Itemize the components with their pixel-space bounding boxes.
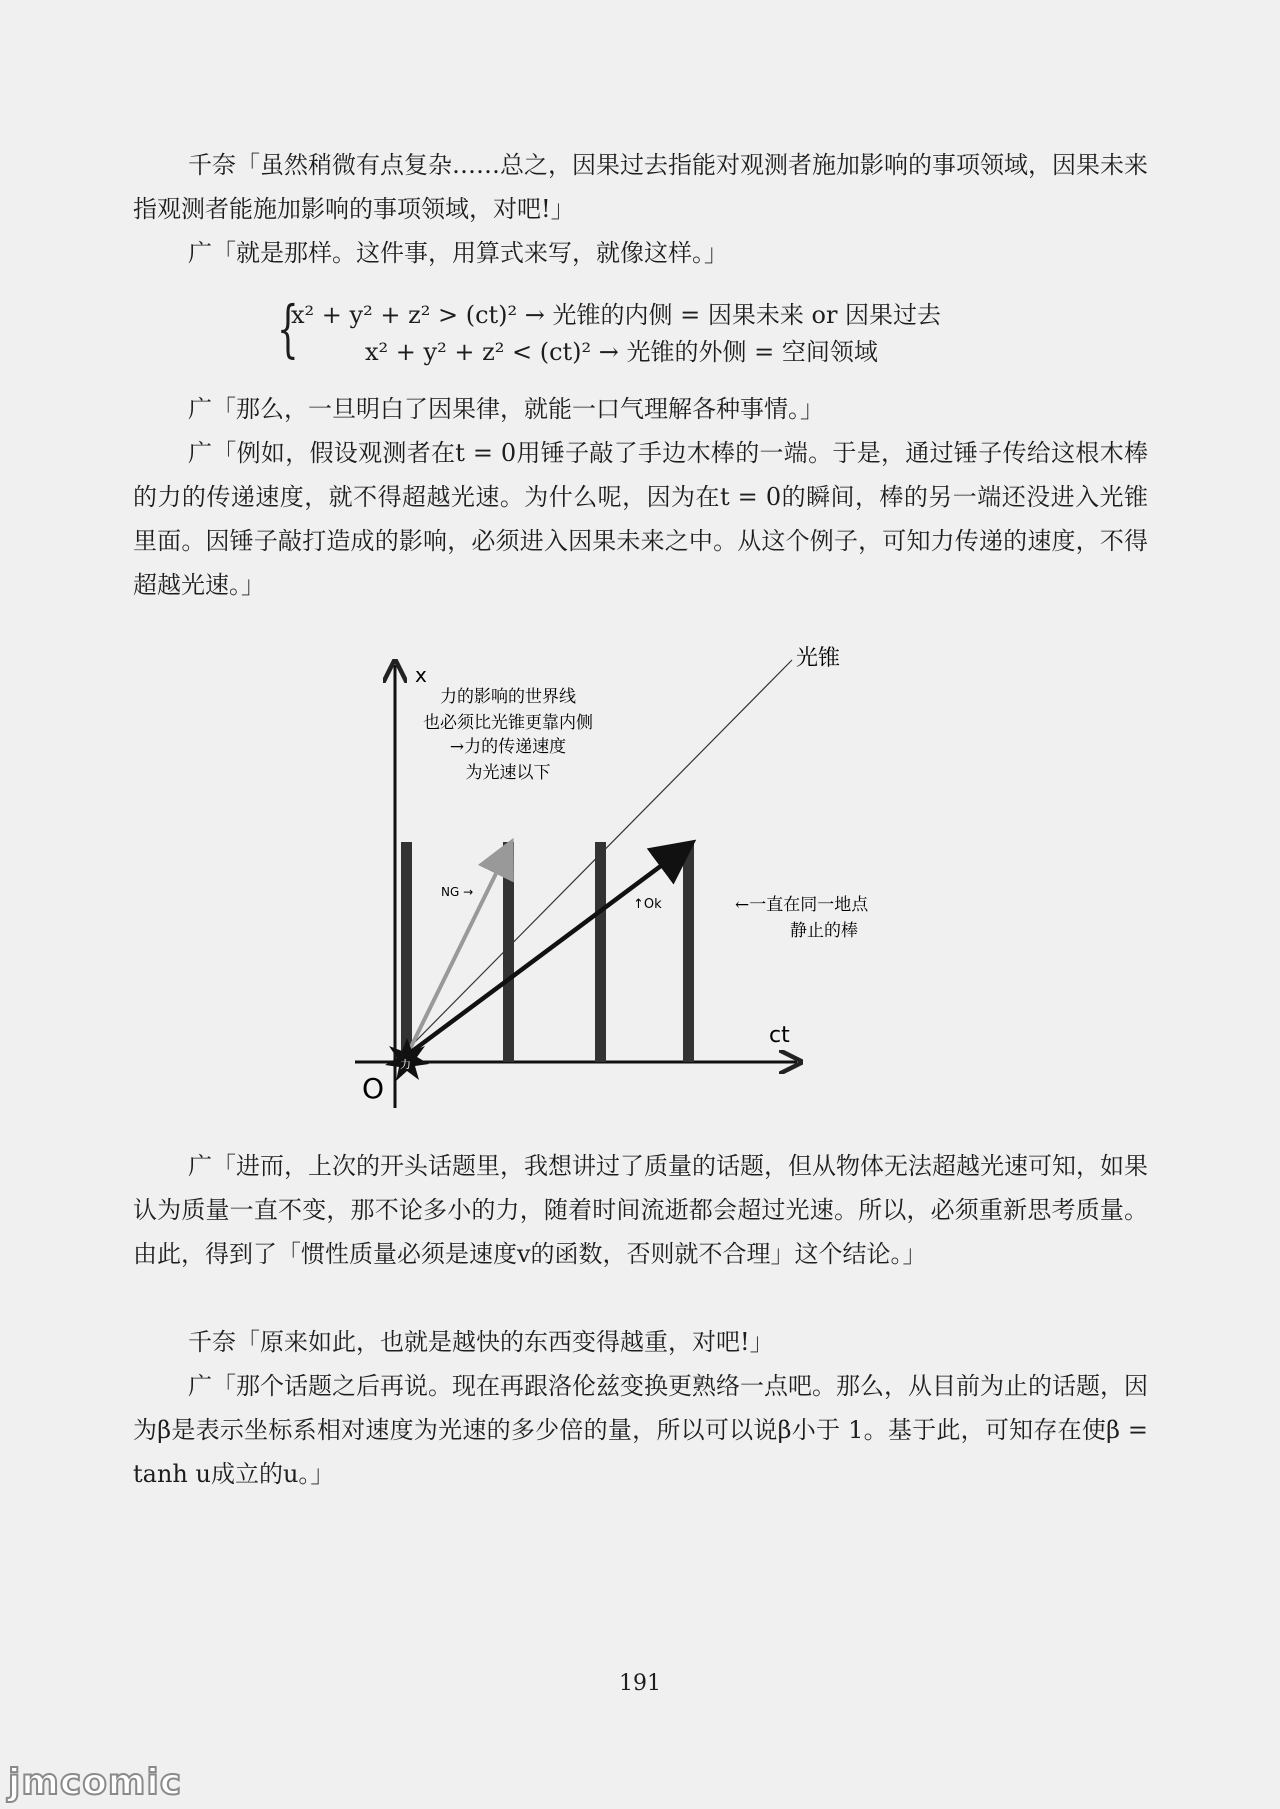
paragraph-3: 广「那么，一旦明白了因果律，就能一口气理解各种事情。」 [188, 395, 824, 423]
page-number: 191 [619, 1671, 661, 1696]
rod-4 [683, 842, 694, 1062]
equation-line-2: x² + y² + z² < (ct)² → 光锥的外侧 = 空间领域 [365, 338, 878, 366]
note-line-1: 力的影响的世界线 [440, 687, 576, 707]
rod-note-line-2: 静止的棒 [790, 921, 858, 941]
origin-label: O [362, 1072, 385, 1105]
light-cone-diagram [335, 630, 955, 1110]
force-label: 力 [400, 1058, 411, 1071]
ng-arrow [407, 845, 510, 1055]
rod-note-line-1: ←一直在同一地点 [735, 895, 869, 915]
ng-label: NG → [441, 885, 474, 899]
rod-2 [503, 842, 514, 1062]
light-cone-label: 光锥 [796, 646, 841, 671]
watermark-logo: jmcomic [8, 1762, 183, 1803]
paragraph-6: 千奈「原来如此，也就是越快的东西变得越重，对吧!」 [188, 1328, 774, 1356]
paragraph-5: 广「进而，上次的开头话题里，我想讲过了质量的话题，但从物体无法超越光速可知，如果认为质量一直不变，那不论多小的力，随着时间流逝都会超过光速。所以，必须重新思考质量。由此，得到了「惯性质量必须是速度v的函数，否则就不合理」这个结论。」 [133, 1152, 1148, 1268]
equation-line-1: x² + y² + z² > (ct)² → 光锥的内侧 = 因果未来 or 因果过去 [291, 301, 942, 329]
x-axis-label: x [415, 663, 427, 687]
ct-axis-label: ct [769, 1023, 790, 1048]
note-line-4: 为光速以下 [465, 763, 551, 783]
rod-1 [401, 842, 412, 1062]
rod-3 [595, 842, 606, 1062]
paragraph-7: 广「那个话题之后再说。现在再跟洛伦兹变换更熟络一点吧。那么，从目前为止的话题，因为β是表示坐标系相对速度为光速的多少倍的量，所以可以说β小于 1。基于此，可知存在使β = tanh u成立的u。」 [133, 1372, 1148, 1488]
note-line-3: →力的传递速度 [449, 737, 567, 757]
paragraph-1: 千奈「虽然稍微有点复杂……总之，因果过去指能对观测者施加影响的事项领域，因果未来指观测者能施加影响的事项领域，对吧!」 [133, 151, 1148, 223]
note-line-2: 也必须比光锥更靠内侧 [423, 713, 593, 733]
equation-brace: { [277, 292, 299, 365]
causality-equation [277, 292, 1037, 371]
ok-arrow [407, 845, 689, 1055]
ok-label: ↑Ok [633, 897, 662, 912]
paragraph-4: 广「例如，假设观测者在t = 0用锤子敲了手边木棒的一端。于是，通过锤子传给这根木棒的力的传递速度，就不得超越光速。为什么呢，因为在t = 0的瞬间，棒的另一端还没进入光锥里面。因锤子敲打造成的影响，必须进入因果未来之中。从这个例子，可知力传递的速度，不得超越光速。」 [133, 439, 1148, 599]
paragraph-2: 广「就是那样。这件事，用算式来写，就像这样。」 [188, 239, 728, 267]
